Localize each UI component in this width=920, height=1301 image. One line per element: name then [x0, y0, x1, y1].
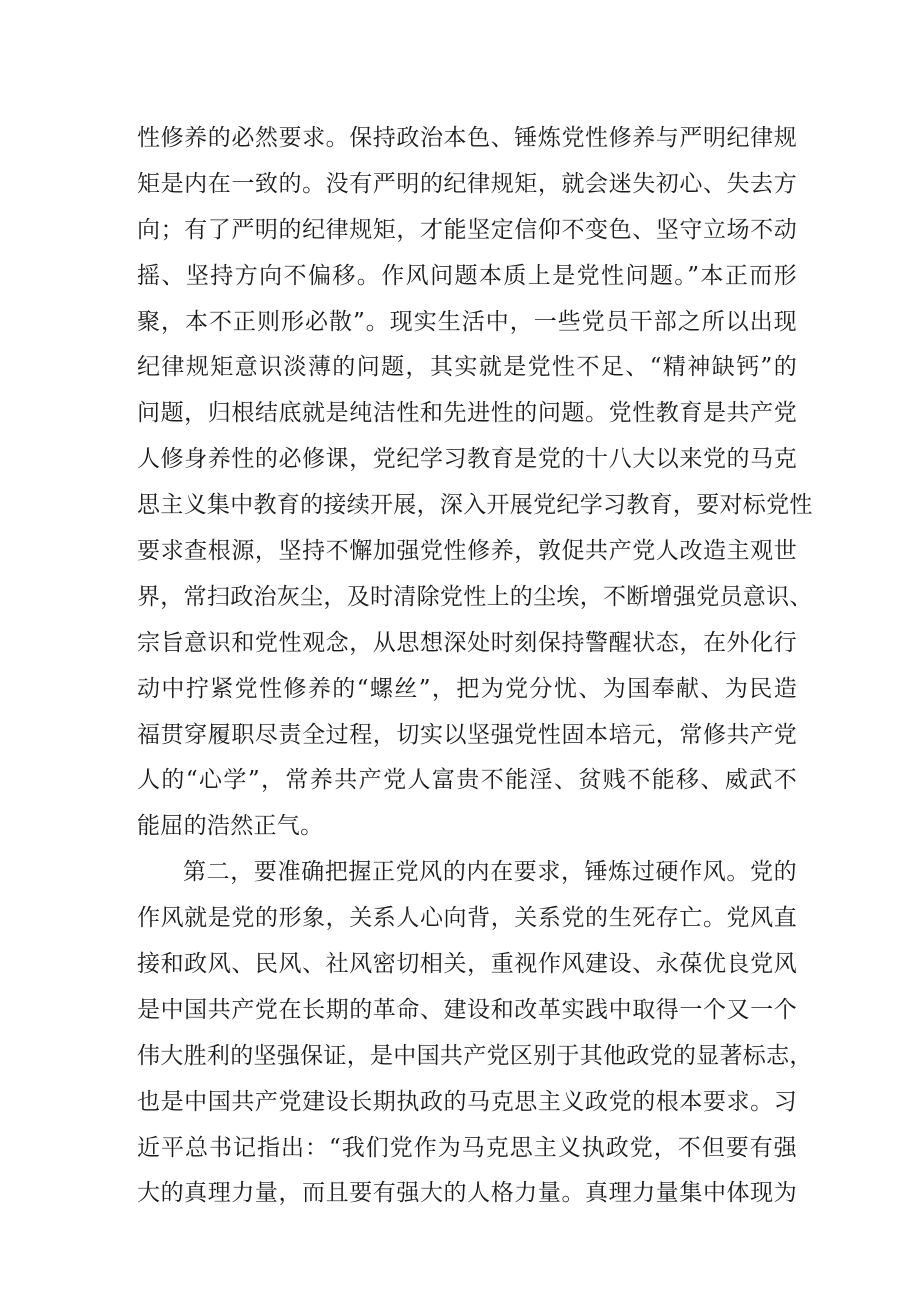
text-line: 人修身养性的必修课，党纪学习教育是党的十八大以来党的马克: [137, 446, 797, 473]
text-line: 思主义集中教育的接续开展，深入开展党纪学习教育，要对标党性: [137, 492, 813, 519]
paragraph-end-line: 能屈的浩然正气。: [137, 813, 324, 840]
text-line: 动中拧紧党性修养的“螺丝”，把为党分忧、为国奉献、为民造: [137, 675, 797, 702]
text-line: 纪律规矩意识淡薄的问题，其实就是党性不足、“精神缺钙”的: [137, 354, 797, 381]
paragraph-start-line: 第二，要准确把握正党风的内在要求，锤炼过硬作风。党的: [183, 859, 797, 886]
text-line: 人的“心学”，常养共产党人富贵不能淫、贫贱不能移、威武不: [137, 767, 797, 794]
text-line: 近平总书记指出：“我们党作为马克思主义执政党，不但要有强: [137, 1134, 797, 1161]
text-line: 性修养的必然要求。保持政治本色、锤炼党性修养与严明纪律规: [137, 125, 797, 151]
text-line: 矩是内在一致的。没有严明的纪律规矩，就会迷失初心、失去方: [137, 170, 797, 197]
text-line: 要求查根源，坚持不懈加强党性修养，敦促共产党人改造主观世: [137, 538, 797, 565]
text-line: 是中国共产党在长期的革命、建设和改革实践中取得一个又一个: [137, 996, 797, 1023]
text-line: 接和政风、民风、社风密切相关，重视作风建设、永葆优良党风: [137, 951, 797, 978]
text-line: 大的真理力量，而且要有强大的人格力量。真理力量集中体现为: [137, 1180, 797, 1207]
text-line: 作风就是党的形象，关系人心向背，关系党的生死存亡。党风直: [137, 905, 797, 932]
text-line: 伟大胜利的坚强保证，是中国共产党区别于其他政党的显著标志，: [137, 1042, 813, 1069]
text-line: 也是中国共产党建设长期执政的马克思主义政党的根本要求。习: [137, 1088, 797, 1115]
text-line: 摇、坚持方向不偏移。作风问题本质上是党性问题。”本正而形: [137, 262, 797, 289]
text-line: 问题，归根结底就是纯洁性和先进性的问题。党性教育是共产党: [137, 400, 797, 427]
text-line: 聚，本不正则形必散”。现实生活中，一些党员干部之所以出现: [137, 308, 797, 335]
text-line: 福贯穿履职尽责全过程，切实以坚强党性固本培元，常修共产党: [137, 721, 797, 748]
text-line: 界，常扫政治灰尘，及时清除党性上的尘埃，不断增强党员意识、: [137, 583, 813, 610]
body-text: [137, 116, 813, 1217]
text-line: 向；有了严明的纪律规矩，才能坚定信仰不变色、坚守立场不动: [137, 216, 797, 243]
text-line: 宗旨意识和党性观念，从思想深处时刻保持警醒状态，在外化行: [137, 629, 797, 656]
